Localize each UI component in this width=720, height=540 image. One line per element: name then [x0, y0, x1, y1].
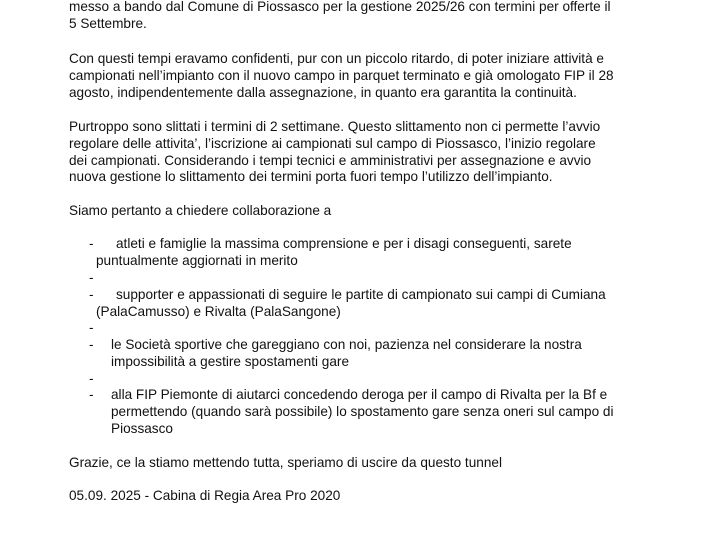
text-line: permettendo (quando sarà possibile) lo spostamento gare senza oneri sul campo di [111, 403, 614, 419]
list-dash: - [89, 287, 94, 302]
list-dash: - [89, 236, 94, 251]
text-line: campionati nell’impianto con il nuovo campo in parquet terminato e già omologato FIP il 28 [69, 67, 614, 83]
list-dash: - [89, 270, 94, 285]
text-line: 5 Settembre. [69, 15, 147, 31]
list-dash: - [89, 387, 94, 402]
text-line: Siamo pertanto a chiedere collaborazione a [69, 203, 332, 218]
text-line: alla FIP Piemonte di aiutarci concedendo deroga per il campo di Rivalta per la Bf e [111, 387, 608, 402]
paragraph-request [69, 203, 669, 220]
text-line: Con questi tempi eravamo confidenti, pur con un piccolo ritardo, di poter iniziare attività e [69, 51, 604, 66]
list-dash: - [89, 371, 94, 386]
text-line: nuova gestione lo slittamento dei termini porta fuori tempo l’utilizzo dell’impianto. [69, 169, 553, 185]
text-line: 05.09. 2025 - Cabina di Regia Area Pro 2020 [69, 488, 341, 503]
text-line: impossibilità a gestire spostamenti gare [111, 353, 350, 369]
paragraph-confidence [69, 51, 669, 101]
text-line: Piossasco [111, 420, 173, 436]
text-line: supporter e appassionati di seguire le partite di campionato sui campi di Cumiana [116, 287, 606, 302]
text-line: Purtroppo sono slittati i termini di 2 settimane. Questo slittamento non ci permette l’avvio [69, 119, 601, 134]
text-line: (PalaCamusso) e Rivalta (PalaSangone) [96, 303, 341, 319]
text-line: Grazie, ce la stiamo mettendo tutta, speriamo di uscire da questo tunnel [69, 455, 502, 470]
text-line: messo a bando dal Comune di Piossasco per la gestione 2025/26 con termini per offerte il [69, 0, 611, 14]
signature-line [69, 488, 669, 505]
paragraph-delay [69, 119, 669, 186]
text-line: dei campionati. Considerando i tempi tecnici e amministrativi per assegnazione e avvio [69, 152, 592, 168]
text-line: atleti e famiglie la massima comprensione e per i disagi conseguenti, sarete [116, 236, 572, 251]
text-line: puntualmente aggiornati in merito [96, 252, 298, 268]
text-line: regolare delle attivita’, l’iscrizione ai campionati sul campo di Piossasco, l’inizio regolare [69, 135, 596, 151]
text-line: le Società sportive che gareggiano con noi, pazienza nel considerare la nostra [111, 337, 582, 352]
list-dash: - [89, 320, 94, 335]
intro-paragraph-tail [69, 0, 669, 33]
list-dash: - [89, 337, 94, 352]
text-line: agosto, indipendentemente dalla assegnazione, in quanto era garantita la continuità. [69, 84, 577, 100]
closing-line [69, 455, 669, 472]
